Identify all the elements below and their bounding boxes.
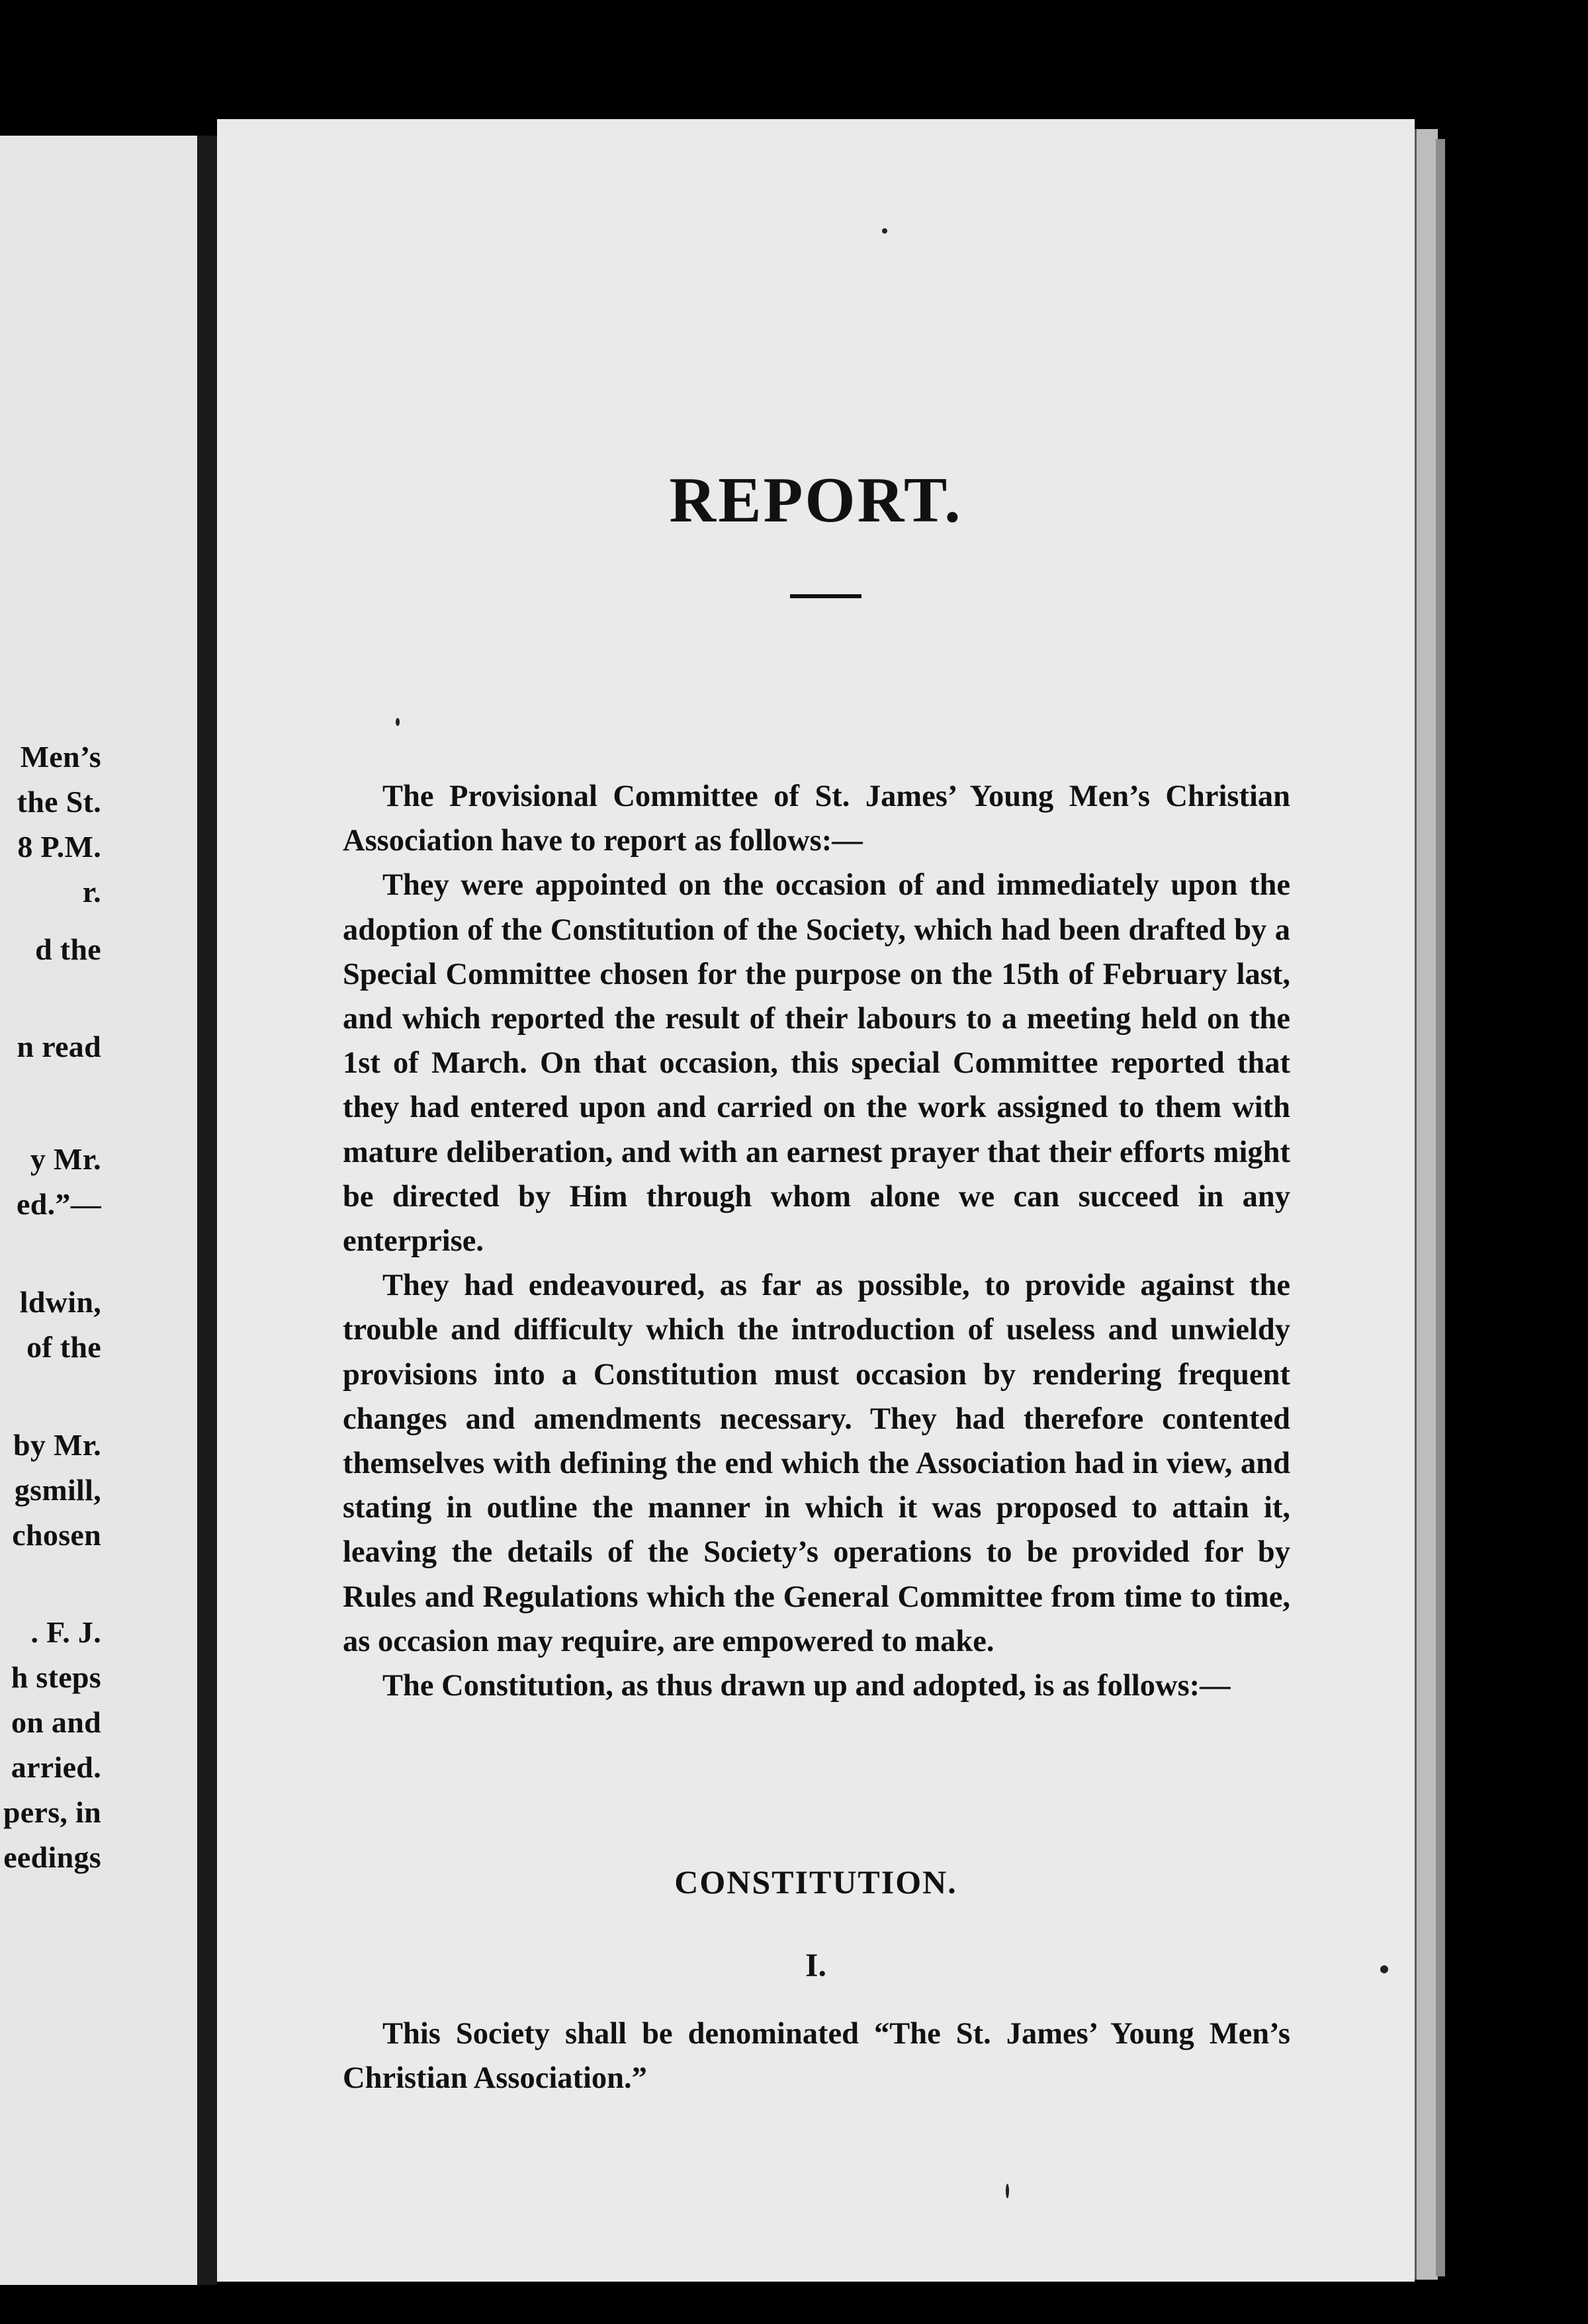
report-paragraph: They were appointed on the occasion of and immediately upon the adoption of the Constitution of the Society, which had been drafted by a Special Committee chosen for the purpose on the 15th of February last, and which reported the result of their labours to a meeting held on the 1st of March. On that occasion, this special Committee reported that they had entered upon and carried on the work assigned to them with mature deliberation, and with an earnest prayer that their efforts might be directed by Him through whom alone we can succeed in any enterprise.: [343, 868, 1290, 1259]
left-text-fragment: gsmill,: [14, 1473, 101, 1507]
previous-page-fragment: [0, 136, 197, 2285]
paper-speck: [396, 718, 400, 726]
book-gutter: [197, 136, 217, 2285]
section-heading: CONSTITUTION.: [674, 1863, 957, 1900]
page-edge: [1415, 129, 1438, 2280]
left-text-fragment: . F. J.: [30, 1615, 101, 1649]
paper-speck: [882, 228, 887, 234]
left-text-fragment: h steps: [11, 1660, 101, 1694]
left-text-fragment: y Mr.: [30, 1142, 101, 1176]
title-rule: [790, 594, 861, 598]
left-text-fragment: eedings: [3, 1840, 101, 1874]
left-text-fragment: the St.: [17, 785, 101, 819]
left-text-fragment: pers, in: [3, 1795, 101, 1829]
report-page: [217, 119, 1415, 2282]
left-text-fragment: by Mr.: [13, 1428, 101, 1462]
article-text: This Society shall be denominated “The St. James’ Young Men’s Christian Association.”: [343, 2017, 1290, 2096]
report-paragraph: The Provisional Committee of St. James’ Young Men’s Christian Association have to report as follows:—: [343, 780, 1290, 858]
report-paragraph: They had endeavoured, as far as possible, to provide against the trouble and difficulty which the introduction of useless and unwieldy provisions into a Constitution must occasion by rendering frequent changes and amendments necessary. They had therefore contented themselves with defining the end which the Association had in view, and stating in outline the manner in which it was proposed to attain it, leaving the details of the Society’s operations to be provided for by Rules and Regulations which the General Committee from time to time, as occasion may require, are empowered to make.: [343, 1269, 1290, 1658]
report-body: [343, 774, 1290, 1708]
page-edge-shadow: [1436, 139, 1445, 2276]
left-text-fragment: on and: [11, 1705, 101, 1739]
left-text-fragment: n read: [17, 1030, 101, 1063]
article-numeral: I.: [805, 1946, 826, 1983]
left-text-fragment: ldwin,: [19, 1285, 101, 1319]
left-text-fragment: 8 P.M.: [17, 830, 101, 864]
report-paragraph: The Constitution, as thus drawn up and adopted, is as follows:—: [382, 1669, 1231, 1703]
left-text-fragment: arried.: [11, 1750, 101, 1784]
left-text-fragment: of the: [26, 1330, 101, 1364]
left-text-fragment: chosen: [12, 1518, 101, 1552]
paper-speck: [1006, 2184, 1009, 2198]
left-text-fragment: ed.”—: [17, 1187, 101, 1221]
left-text-fragment: Men’s: [20, 740, 101, 774]
left-text-fragment: r.: [82, 875, 101, 909]
left-text-fragment: d the: [35, 932, 101, 966]
page-title: REPORT.: [669, 465, 963, 536]
paper-speck: [1380, 1965, 1388, 1973]
